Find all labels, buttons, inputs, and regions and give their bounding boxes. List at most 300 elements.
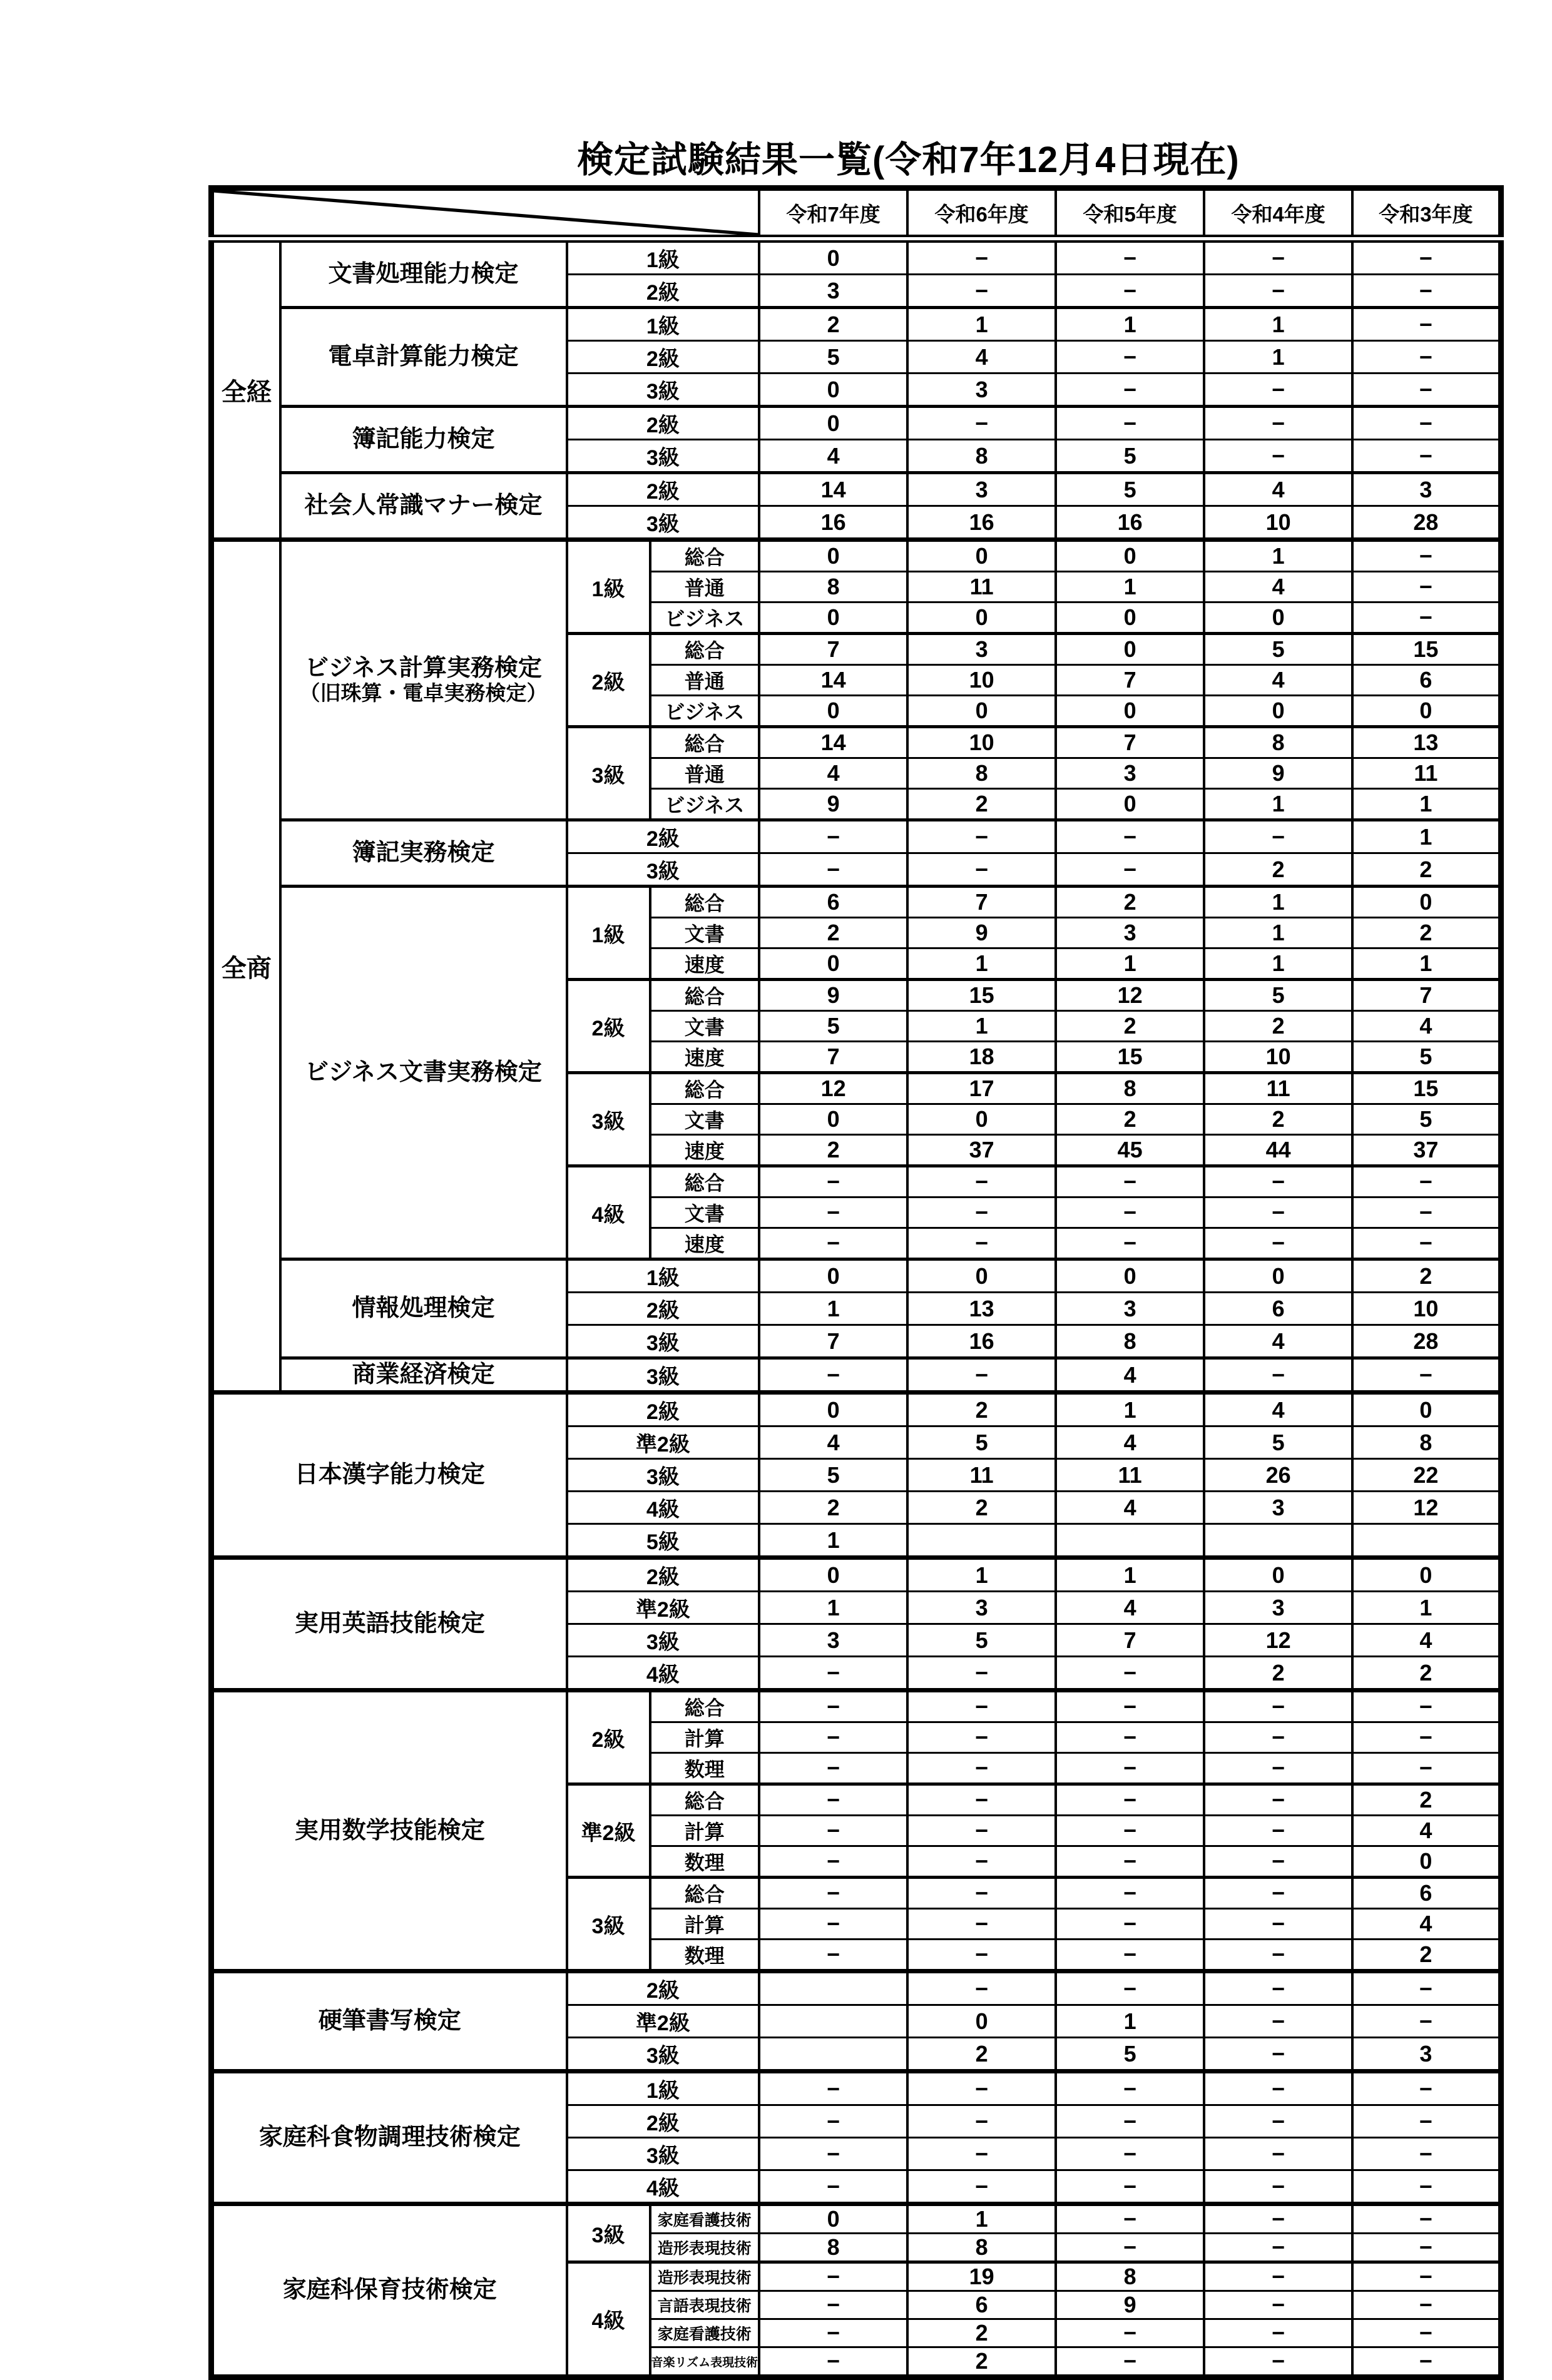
value-cell: 26 — [1204, 1459, 1352, 1492]
value-cell: 0 — [1056, 789, 1204, 820]
exam-name-cell — [212, 1393, 567, 1558]
value-cell: − — [907, 2072, 1056, 2105]
value-cell: 0 — [907, 1104, 1056, 1135]
value-cell: 22 — [1352, 1459, 1501, 1492]
value-cell: − — [1352, 1166, 1501, 1198]
value-cell: − — [1056, 1228, 1204, 1259]
level-cell: 1級 — [567, 239, 760, 275]
value-cell: 5 — [1056, 2038, 1204, 2072]
value-cell: − — [1056, 374, 1204, 407]
value-cell: − — [907, 1816, 1056, 1846]
value-cell — [759, 2005, 907, 2038]
level-cell: 3級 — [567, 506, 760, 540]
value-cell: 3 — [1352, 2038, 1501, 2072]
value-cell: 8 — [907, 2234, 1056, 2262]
value-cell: 2 — [907, 2347, 1056, 2377]
value-cell: 12 — [1204, 1624, 1352, 1657]
value-cell: 2 — [759, 1492, 907, 1524]
value-cell: 4 — [759, 1426, 907, 1459]
value-cell: 16 — [907, 506, 1056, 540]
value-cell: 11 — [1056, 1459, 1204, 1492]
value-cell: 2 — [759, 1135, 907, 1166]
exam-name: 電卓計算能力検定 — [328, 343, 519, 370]
level-cell: 1級 — [567, 2072, 760, 2105]
value-cell: − — [907, 2105, 1056, 2138]
exam-name-cell — [280, 407, 567, 473]
value-cell: − — [907, 1971, 1056, 2005]
value-cell: 16 — [907, 1325, 1056, 1358]
value-cell: − — [759, 853, 907, 887]
value-cell: − — [1352, 2234, 1501, 2262]
value-cell: 19 — [907, 2262, 1056, 2291]
value-cell: 0 — [1204, 1259, 1352, 1293]
value-cell: 1 — [759, 1293, 907, 1325]
exam-name-cell — [280, 1358, 567, 1393]
table-row — [212, 1393, 1501, 1426]
value-cell: 1 — [1352, 948, 1501, 980]
value-cell: − — [1204, 2105, 1352, 2138]
value-cell: 28 — [1352, 1325, 1501, 1358]
value-cell: 16 — [759, 506, 907, 540]
sub-category-cell: 文書 — [650, 1198, 760, 1228]
year-header: 令和6年度 — [907, 188, 1056, 239]
level-cell: 2級 — [567, 407, 760, 440]
year-header: 令和5年度 — [1056, 188, 1204, 239]
value-cell: 2 — [907, 1492, 1056, 1524]
value-cell: 9 — [1204, 758, 1352, 789]
level-cell: 3級 — [567, 2138, 760, 2170]
value-cell: − — [907, 1940, 1056, 1971]
value-cell: − — [1352, 2072, 1501, 2105]
level-cell: 3級 — [567, 727, 650, 820]
value-cell: 2 — [1352, 853, 1501, 887]
value-cell: − — [1204, 2291, 1352, 2319]
value-cell: 8 — [1056, 2262, 1204, 2291]
value-cell: 6 — [907, 2291, 1056, 2319]
value-cell: 0 — [759, 407, 907, 440]
table-row — [212, 820, 1501, 853]
value-cell: 0 — [907, 696, 1056, 727]
exam-name-cell — [280, 540, 567, 820]
value-cell: − — [907, 1846, 1056, 1878]
value-cell: 10 — [907, 727, 1056, 758]
level-cell: 2級 — [567, 980, 650, 1073]
value-cell: 3 — [1352, 473, 1501, 506]
value-cell: − — [1204, 2262, 1352, 2291]
value-cell: 4 — [1204, 665, 1352, 696]
value-cell: − — [907, 1753, 1056, 1784]
value-cell: − — [759, 1816, 907, 1846]
value-cell: − — [907, 239, 1056, 275]
sub-category-cell: 家庭看護技術 — [650, 2319, 760, 2347]
exam-name: 文書処理能力検定 — [328, 261, 519, 288]
level-cell: 4級 — [567, 2170, 760, 2204]
value-cell: − — [1056, 1816, 1204, 1846]
value-cell: 5 — [907, 1624, 1056, 1657]
value-cell: 10 — [907, 665, 1056, 696]
value-cell: 8 — [1056, 1325, 1204, 1358]
value-cell: 5 — [1352, 1104, 1501, 1135]
level-cell: 2級 — [567, 820, 760, 853]
level-cell: 3級 — [567, 1073, 650, 1166]
diagonal-header-cell — [212, 188, 760, 239]
value-cell: 0 — [1352, 696, 1501, 727]
level-cell: 2級 — [567, 1293, 760, 1325]
year-header: 令和4年度 — [1204, 188, 1352, 239]
exam-name: 簿記実務検定 — [352, 840, 495, 867]
value-cell: 1 — [1204, 308, 1352, 341]
value-cell: 0 — [759, 948, 907, 980]
value-cell: − — [1204, 440, 1352, 473]
value-cell: − — [759, 2072, 907, 2105]
value-cell: 5 — [1056, 473, 1204, 506]
value-cell: − — [1204, 2204, 1352, 2234]
value-cell: 1 — [1352, 789, 1501, 820]
exam-name: 実用数学技能検定 — [294, 1817, 485, 1844]
table-row — [212, 2204, 1501, 2234]
sub-category-cell: 総合 — [650, 887, 760, 918]
value-cell: 7 — [759, 634, 907, 665]
table-row — [212, 308, 1501, 341]
value-cell: 2 — [1352, 1784, 1501, 1816]
value-cell: 0 — [759, 540, 907, 572]
exam-name-cell — [280, 473, 567, 540]
value-cell: − — [1352, 2319, 1501, 2347]
level-cell: 2級 — [567, 1393, 760, 1426]
value-cell: 1 — [1204, 341, 1352, 374]
group-cell: 全商 — [212, 540, 280, 1393]
value-cell: 3 — [759, 1624, 907, 1657]
value-cell: 5 — [1204, 980, 1352, 1011]
value-cell: 2 — [1204, 853, 1352, 887]
value-cell: − — [1204, 407, 1352, 440]
value-cell: − — [759, 1198, 907, 1228]
value-cell: − — [1056, 1784, 1204, 1816]
value-cell: − — [1352, 1691, 1501, 1722]
value-cell: − — [1204, 1878, 1352, 1909]
value-cell: 10 — [1204, 1042, 1352, 1073]
value-cell: − — [1352, 374, 1501, 407]
value-cell: 15 — [1056, 1042, 1204, 1073]
value-cell: − — [1056, 2105, 1204, 2138]
table-row — [212, 239, 1501, 275]
value-cell: − — [759, 820, 907, 853]
value-cell: 0 — [759, 1104, 907, 1135]
value-cell: − — [759, 2319, 907, 2347]
value-cell: − — [1204, 2319, 1352, 2347]
table-row — [212, 887, 1501, 918]
value-cell: 3 — [759, 275, 907, 308]
value-cell: − — [1204, 1358, 1352, 1393]
value-cell: 0 — [1204, 1558, 1352, 1592]
value-cell: 9 — [759, 980, 907, 1011]
value-cell: 4 — [1056, 1358, 1204, 1393]
value-cell: − — [1352, 1971, 1501, 2005]
value-cell: 2 — [1204, 1657, 1352, 1691]
sub-category-cell: 文書 — [650, 1104, 760, 1135]
value-cell: − — [1056, 239, 1204, 275]
value-cell: − — [1204, 239, 1352, 275]
exam-name-cell — [212, 2072, 567, 2204]
value-cell: − — [1056, 275, 1204, 308]
level-cell: 2級 — [567, 2105, 760, 2138]
level-cell: 3級 — [567, 2204, 650, 2262]
value-cell: 0 — [1204, 603, 1352, 634]
sub-category-cell: 普通 — [650, 758, 760, 789]
value-cell: − — [759, 1228, 907, 1259]
year-header: 令和3年度 — [1352, 188, 1501, 239]
value-cell: − — [1056, 1940, 1204, 1971]
value-cell: 8 — [1352, 1426, 1501, 1459]
sub-category-cell: 総合 — [650, 634, 760, 665]
value-cell: 1 — [1204, 540, 1352, 572]
exam-name-cell — [280, 308, 567, 407]
value-cell: 0 — [1056, 603, 1204, 634]
value-cell: 2 — [907, 2038, 1056, 2072]
value-cell: 5 — [1204, 1426, 1352, 1459]
sub-category-cell: 数理 — [650, 1753, 760, 1784]
value-cell: 8 — [1204, 727, 1352, 758]
value-cell: − — [907, 1198, 1056, 1228]
value-cell: 1 — [1056, 1558, 1204, 1592]
value-cell: 1 — [759, 1592, 907, 1624]
sub-category-cell: 数理 — [650, 1940, 760, 1971]
value-cell: 2 — [1352, 1657, 1501, 1691]
value-cell: − — [1352, 2204, 1501, 2234]
value-cell: 4 — [1352, 1011, 1501, 1042]
value-cell: − — [1204, 1198, 1352, 1228]
value-cell: 3 — [1204, 1592, 1352, 1624]
value-cell: − — [1204, 1816, 1352, 1846]
value-cell: − — [1204, 1909, 1352, 1940]
exam-name: 硬筆書写検定 — [318, 2008, 461, 2035]
sub-category-cell: 総合 — [650, 980, 760, 1011]
table-body — [212, 239, 1501, 2377]
value-cell: 7 — [907, 887, 1056, 918]
level-cell: 5級 — [567, 1524, 760, 1558]
value-cell: 8 — [759, 2234, 907, 2262]
level-cell: 1級 — [567, 887, 650, 980]
sub-category-cell: 速度 — [650, 1042, 760, 1073]
value-cell: − — [1056, 341, 1204, 374]
value-cell: − — [1056, 2072, 1204, 2105]
value-cell: − — [759, 2170, 907, 2204]
value-cell: 10 — [1204, 506, 1352, 540]
value-cell — [759, 1971, 907, 2005]
value-cell: − — [759, 2105, 907, 2138]
exam-name: 家庭科保育技術検定 — [282, 2277, 497, 2304]
value-cell: 2 — [1352, 1259, 1501, 1293]
value-cell — [1204, 1524, 1352, 1558]
value-cell: − — [759, 1166, 907, 1198]
value-cell: − — [1352, 341, 1501, 374]
value-cell: 3 — [1056, 758, 1204, 789]
exam-name: 社会人常識マナー検定 — [304, 492, 543, 519]
level-cell: 2級 — [567, 473, 760, 506]
value-cell: − — [1204, 1691, 1352, 1722]
value-cell: 4 — [1204, 473, 1352, 506]
sub-category-cell: ビジネス — [650, 696, 760, 727]
value-cell: 7 — [1056, 1624, 1204, 1657]
value-cell: − — [907, 820, 1056, 853]
value-cell: − — [907, 1166, 1056, 1198]
level-cell: 3級 — [567, 440, 760, 473]
value-cell: − — [1352, 1358, 1501, 1393]
value-cell: − — [1352, 540, 1501, 572]
value-cell: − — [1056, 1909, 1204, 1940]
value-cell: − — [759, 1753, 907, 1784]
value-cell: − — [1352, 1722, 1501, 1753]
value-cell: 4 — [759, 440, 907, 473]
header-row — [212, 188, 1501, 239]
value-cell: 3 — [907, 1592, 1056, 1624]
value-cell: − — [1056, 2319, 1204, 2347]
sub-category-cell: 総合 — [650, 1073, 760, 1104]
value-cell: 0 — [907, 603, 1056, 634]
level-cell: 1級 — [567, 1259, 760, 1293]
exam-name: 家庭科食物調理技術検定 — [258, 2124, 521, 2151]
exam-name: ビジネス文書実務検定 — [305, 1059, 542, 1086]
value-cell: 1 — [1352, 1592, 1501, 1624]
value-cell: − — [1204, 1228, 1352, 1259]
value-cell: 0 — [1352, 1393, 1501, 1426]
value-cell: − — [1056, 1753, 1204, 1784]
value-cell: − — [1056, 853, 1204, 887]
value-cell: − — [1352, 2138, 1501, 2170]
value-cell: 2 — [907, 1393, 1056, 1426]
value-cell: − — [1204, 2072, 1352, 2105]
value-cell: 5 — [759, 1459, 907, 1492]
value-cell: 6 — [759, 887, 907, 918]
value-cell: 5 — [759, 1011, 907, 1042]
value-cell: − — [907, 2138, 1056, 2170]
value-cell: − — [1352, 1198, 1501, 1228]
level-cell: 3級 — [567, 853, 760, 887]
value-cell: 8 — [907, 440, 1056, 473]
value-cell: 4 — [1204, 572, 1352, 603]
value-cell: 12 — [759, 1073, 907, 1104]
sub-category-cell: 総合 — [650, 1691, 760, 1722]
value-cell: − — [1352, 275, 1501, 308]
results-table — [208, 185, 1504, 2380]
value-cell: 1 — [1056, 2005, 1204, 2038]
value-cell: − — [1204, 1940, 1352, 1971]
value-cell: 9 — [759, 789, 907, 820]
value-cell: − — [759, 2138, 907, 2170]
value-cell: 0 — [759, 1393, 907, 1426]
level-cell: 3級 — [567, 1358, 760, 1393]
level-cell: 2級 — [567, 275, 760, 308]
value-cell: 0 — [1352, 887, 1501, 918]
value-cell: 6 — [1352, 1878, 1501, 1909]
value-cell: 4 — [1204, 1325, 1352, 1358]
value-cell: − — [907, 1657, 1056, 1691]
exam-name-cell — [280, 1259, 567, 1358]
value-cell: − — [759, 1657, 907, 1691]
level-cell: 3級 — [567, 374, 760, 407]
value-cell: − — [1352, 572, 1501, 603]
exam-name-line2: （旧珠算・電卓実務検定） — [299, 681, 548, 704]
sub-category-cell: 総合 — [650, 540, 760, 572]
value-cell: − — [1352, 1753, 1501, 1784]
sub-category-cell: 計算 — [650, 1909, 760, 1940]
value-cell: 12 — [1352, 1492, 1501, 1524]
value-cell: 3 — [1056, 1293, 1204, 1325]
table-row — [212, 1259, 1501, 1293]
page-title: 検定試験結果一覧(令和7年12月4日現在) — [577, 140, 1240, 180]
value-cell: 2 — [907, 2319, 1056, 2347]
level-cell: 4級 — [567, 1657, 760, 1691]
sub-category-cell: 音楽リズム表現技術 — [650, 2347, 760, 2377]
value-cell: 6 — [1352, 665, 1501, 696]
value-cell: − — [759, 1722, 907, 1753]
value-cell: − — [1204, 1846, 1352, 1878]
value-cell: − — [1204, 820, 1352, 853]
sub-category-cell: 普通 — [650, 665, 760, 696]
value-cell: − — [1056, 1722, 1204, 1753]
value-cell: − — [1056, 2138, 1204, 2170]
value-cell: − — [759, 1358, 907, 1393]
value-cell: − — [907, 407, 1056, 440]
value-cell: 4 — [1056, 1592, 1204, 1624]
sub-category-cell: 計算 — [650, 1816, 760, 1846]
sub-category-cell: 速度 — [650, 948, 760, 980]
value-cell: 2 — [1352, 1940, 1501, 1971]
exam-name: 実用英語技能検定 — [294, 1610, 485, 1637]
level-cell: 3級 — [567, 1459, 760, 1492]
value-cell: 16 — [1056, 506, 1204, 540]
level-cell: 2級 — [567, 341, 760, 374]
value-cell: 11 — [1352, 758, 1501, 789]
value-cell: 7 — [1056, 665, 1204, 696]
sub-category-cell: 総合 — [650, 727, 760, 758]
value-cell: 0 — [759, 1558, 907, 1592]
exam-name: ビジネス計算実務検定 — [305, 655, 542, 682]
value-cell: 1 — [1056, 1393, 1204, 1426]
value-cell: − — [1204, 2038, 1352, 2072]
value-cell: 12 — [1056, 980, 1204, 1011]
exam-name: 商業経済検定 — [352, 1361, 495, 1388]
value-cell: 37 — [1352, 1135, 1501, 1166]
value-cell: 1 — [1204, 789, 1352, 820]
value-cell: − — [1352, 2005, 1501, 2038]
sub-category-cell: 速度 — [650, 1228, 760, 1259]
value-cell: 0 — [759, 374, 907, 407]
value-cell: 0 — [1056, 696, 1204, 727]
value-cell: 1 — [907, 2204, 1056, 2234]
exam-name-cell — [212, 1691, 567, 1971]
value-cell: 2 — [1056, 1011, 1204, 1042]
value-cell: 3 — [1204, 1492, 1352, 1524]
level-cell: 4級 — [567, 1492, 760, 1524]
sub-category-cell: 言語表現技術 — [650, 2291, 760, 2319]
sub-category-cell: 総合 — [650, 1784, 760, 1816]
value-cell: 7 — [1056, 727, 1204, 758]
value-cell: 14 — [759, 665, 907, 696]
value-cell: − — [1352, 2347, 1501, 2377]
value-cell: 8 — [907, 758, 1056, 789]
sub-category-cell: 数理 — [650, 1846, 760, 1878]
value-cell: 3 — [907, 473, 1056, 506]
value-cell: − — [1352, 440, 1501, 473]
value-cell: 4 — [1204, 1393, 1352, 1426]
value-cell: 1 — [1352, 820, 1501, 853]
exam-name-cell — [280, 887, 567, 1259]
sub-category-cell: 計算 — [650, 1722, 760, 1753]
level-cell: 準2級 — [567, 1426, 760, 1459]
level-cell: 3級 — [567, 2038, 760, 2072]
value-cell: − — [1056, 1691, 1204, 1722]
